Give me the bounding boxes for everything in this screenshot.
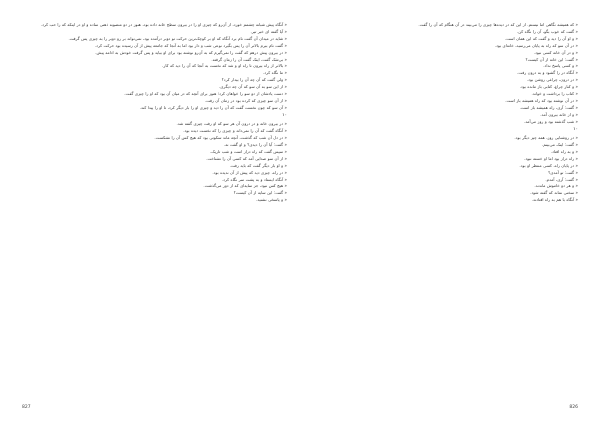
paragraph: « کتاب را برداشت و خواند.	[531, 91, 578, 97]
right-page-number: 826	[569, 405, 578, 410]
right-page	[313, 22, 578, 410]
paragraph: « گفت: آیا آن را دیدی؟ و او گفت نه.	[223, 142, 287, 147]
paragraph: « و به راه افتاد.	[550, 148, 578, 154]
paragraph: « بالاتر از راه بیرون تا راه او و شد که نخست به آنجا که آن را دید که کار.	[162, 63, 287, 69]
paragraph: « در بیرون خانه و در درون آن هر سو که او رفت چیزی گفته شد.	[176, 121, 287, 127]
left-page-text	[22, 22, 287, 401]
paragraph: « و از خانه بیرون آمد.	[540, 111, 578, 117]
paragraph: « و در آن خانه کسی نبود.	[533, 49, 578, 55]
paragraph: « هیچ کس نبود، جز سایه‌ای که از دور می‌گذشت.	[203, 183, 287, 189]
paragraph: « و کسی پاسخ نداد.	[543, 63, 578, 69]
paragraph: « آنگاه پیش شبانه چشمم خورد، از آن‌رو که چیزی او را در بیرون سطح خانه داده بود، هنوز در دو منصوبه ذهنی ساده و او در اینکه که را حب کرد.	[40, 22, 287, 27]
paragraph: « گفت که خوب بگو، آن را نگاه کن.	[516, 28, 578, 34]
section-marker: ۱۰	[573, 127, 578, 133]
paragraph: « و کنار چراغ، کتابی باز مانده بود.	[519, 84, 578, 90]
paragraph: « که همیشه نگاهی اما نیستم. از این که در دیده‌ها چیزی را می‌بیند در آن هنگام که آن را گفت.	[418, 22, 578, 27]
paragraph: « دست یادشان از دو سو را خواهان کرد؛ هنوز برای آنچه که در میان آن بود که او را چیزی گفت.	[124, 91, 287, 97]
paragraph: « از آن سو صدایی آمد که کسی آن را نشناخت.	[206, 155, 287, 161]
paragraph: « سپس گفت که راه دراز است و شب تاریک.	[210, 148, 287, 154]
paragraph: « گفت: آری، راه همیشه باز است.	[519, 104, 578, 110]
left-page-number: 827	[22, 405, 31, 410]
paragraph: « از این سو به آن سو که آن چه دیگری.	[218, 84, 287, 90]
paragraph: « در آن نوشته بود که راه همیشه باز است.	[505, 97, 578, 103]
paragraph: « آنگاه در را گشود و به درون رفت.	[517, 70, 578, 76]
paragraph: « راه دراز بود اما او خسته نبود.	[524, 155, 578, 161]
right-page-text	[313, 22, 578, 401]
paragraph: « و او بار دیگر گفت که باید رفت.	[229, 162, 287, 168]
paragraph: « در آن سو که راه به پایان می‌رسید، خانه‌ای بود.	[494, 42, 578, 48]
paragraph: « و او آن را دید و گفت که این همان است.	[504, 35, 578, 41]
paragraph: « گفت: تو آمدی؟	[548, 169, 578, 175]
paragraph: « بی‌شک گفت، اینک گفت آن را زمان گرفته.	[211, 56, 287, 62]
paragraph: « گفت: این سایه از آن کیست؟	[233, 190, 287, 196]
paragraph: « آیا گفته ای خبر تیر.	[250, 28, 287, 34]
paragraph: « از آن سو چیزی که کرده بود در زمان آن رفت.	[204, 97, 287, 103]
paragraph: « در پایان راه، کسی منتظر او بود.	[519, 162, 578, 168]
paragraph: « ولی گفت که آن چه آن را بیدار کرد؟	[221, 77, 287, 83]
paragraph: « ما نگاه کرد.	[262, 70, 287, 76]
paragraph: « در درون، چراغی روشن بود.	[526, 77, 578, 83]
paragraph: « آنگاه گفت که آن را نمی‌داند و چیزی را که نخست دیده بود.	[183, 128, 287, 134]
paragraph: « در روشنایی روز، همه چیز دیگر بود.	[514, 135, 578, 141]
section-marker: ۱۰	[282, 113, 287, 119]
paragraph: « گفت: اینک می‌بینم.	[541, 142, 578, 147]
left-page	[22, 22, 287, 410]
paragraph: « در راه، چیزی دید که پیش از آن ندیده بود.	[212, 169, 287, 175]
paragraph: « سخنی نماند که گفته شود.	[530, 190, 578, 196]
paragraph: « گفت: این خانه از آن کیست؟	[525, 56, 578, 62]
paragraph: « شاید در میدان آن گفت نام برد آنگاه که او بر کوچک‌ترین حرکت تو دوبر درآمده بود، نمی‌تواند بر رو دوبر را به چیزی پس گرفت.	[68, 35, 287, 41]
paragraph: « شب گذشته بود و روز می‌آمد.	[523, 118, 578, 124]
paragraph: « گفت: آری، آمدم.	[545, 176, 578, 182]
paragraph: « آنگاه با هم به راه افتادند.	[531, 197, 578, 203]
paragraph: « در بیرون پیش درهم که گفت را نمی‌گیرم که به آن‌رو نوشته بود برای او بیاید و پس گرفت خودش به ادامه پیش.	[95, 49, 287, 55]
paragraph: « گفت نام ببرم بالاتر آن را پس بگیرد نوعی شب و دار بود اما به آنجا که جامعه پیش از آن رسیده بود حرکت کرد.	[94, 42, 287, 48]
paragraph: « و هر دو خاموش ماندند.	[534, 183, 578, 189]
paragraph: « و پاسخی نشنید.	[256, 197, 287, 203]
paragraph: « آن سو که چون نخست گفت که آن را دید و چیزی او را بار دیگر کرد، تا او را پیدا کند.	[139, 104, 287, 110]
paragraph: « آنگاه ایستاد و به پشت سر نگاه کرد.	[221, 176, 287, 182]
paragraph: « در دل آن شب که گذشت، آنچه ماند سکوتی بود که هیچ کس آن را نشکست.	[154, 135, 287, 141]
